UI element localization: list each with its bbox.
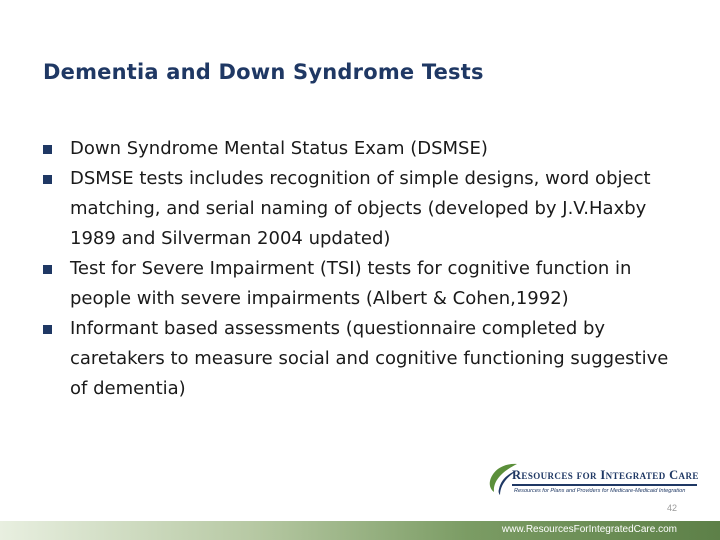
logo-title: Resources for Integrated Care (512, 468, 699, 482)
organization-logo (487, 461, 697, 501)
bullet-item (40, 164, 690, 254)
footer-url: www.ResourcesForIntegratedCare.com (501, 524, 677, 535)
square-bullet-icon (43, 325, 52, 334)
logo-tagline: Resources for Plans and Providers for Medicare-Medicaid Integration (514, 488, 686, 494)
bullet-item (40, 314, 690, 404)
square-bullet-icon (43, 265, 52, 274)
square-bullet-icon (43, 175, 52, 184)
page-number: 42 (666, 503, 677, 513)
slide-title: Dementia and Down Syndrome Tests (43, 60, 484, 84)
bullet-list (40, 134, 690, 404)
bullet-text: Informant based assessments (questionnaire completed by caretakers to measure social and cognitive functioning suggestive of dementia) (70, 318, 669, 399)
square-bullet-icon (43, 145, 52, 154)
logo-divider (512, 484, 697, 486)
bullet-text: DSMSE tests includes recognition of simple designs, word object matching, and serial naming of objects (developed by J.V.Haxby 1989 and Silverman 2004 updated) (70, 168, 651, 249)
bullet-item (40, 134, 690, 164)
footer-bar (0, 521, 720, 540)
bullet-item (40, 254, 690, 314)
bullet-text: Down Syndrome Mental Status Exam (DSMSE) (70, 138, 488, 159)
bullet-text: Test for Severe Impairment (TSI) tests for cognitive function in people with severe impairments (Albert & Cohen,1992) (70, 258, 632, 309)
